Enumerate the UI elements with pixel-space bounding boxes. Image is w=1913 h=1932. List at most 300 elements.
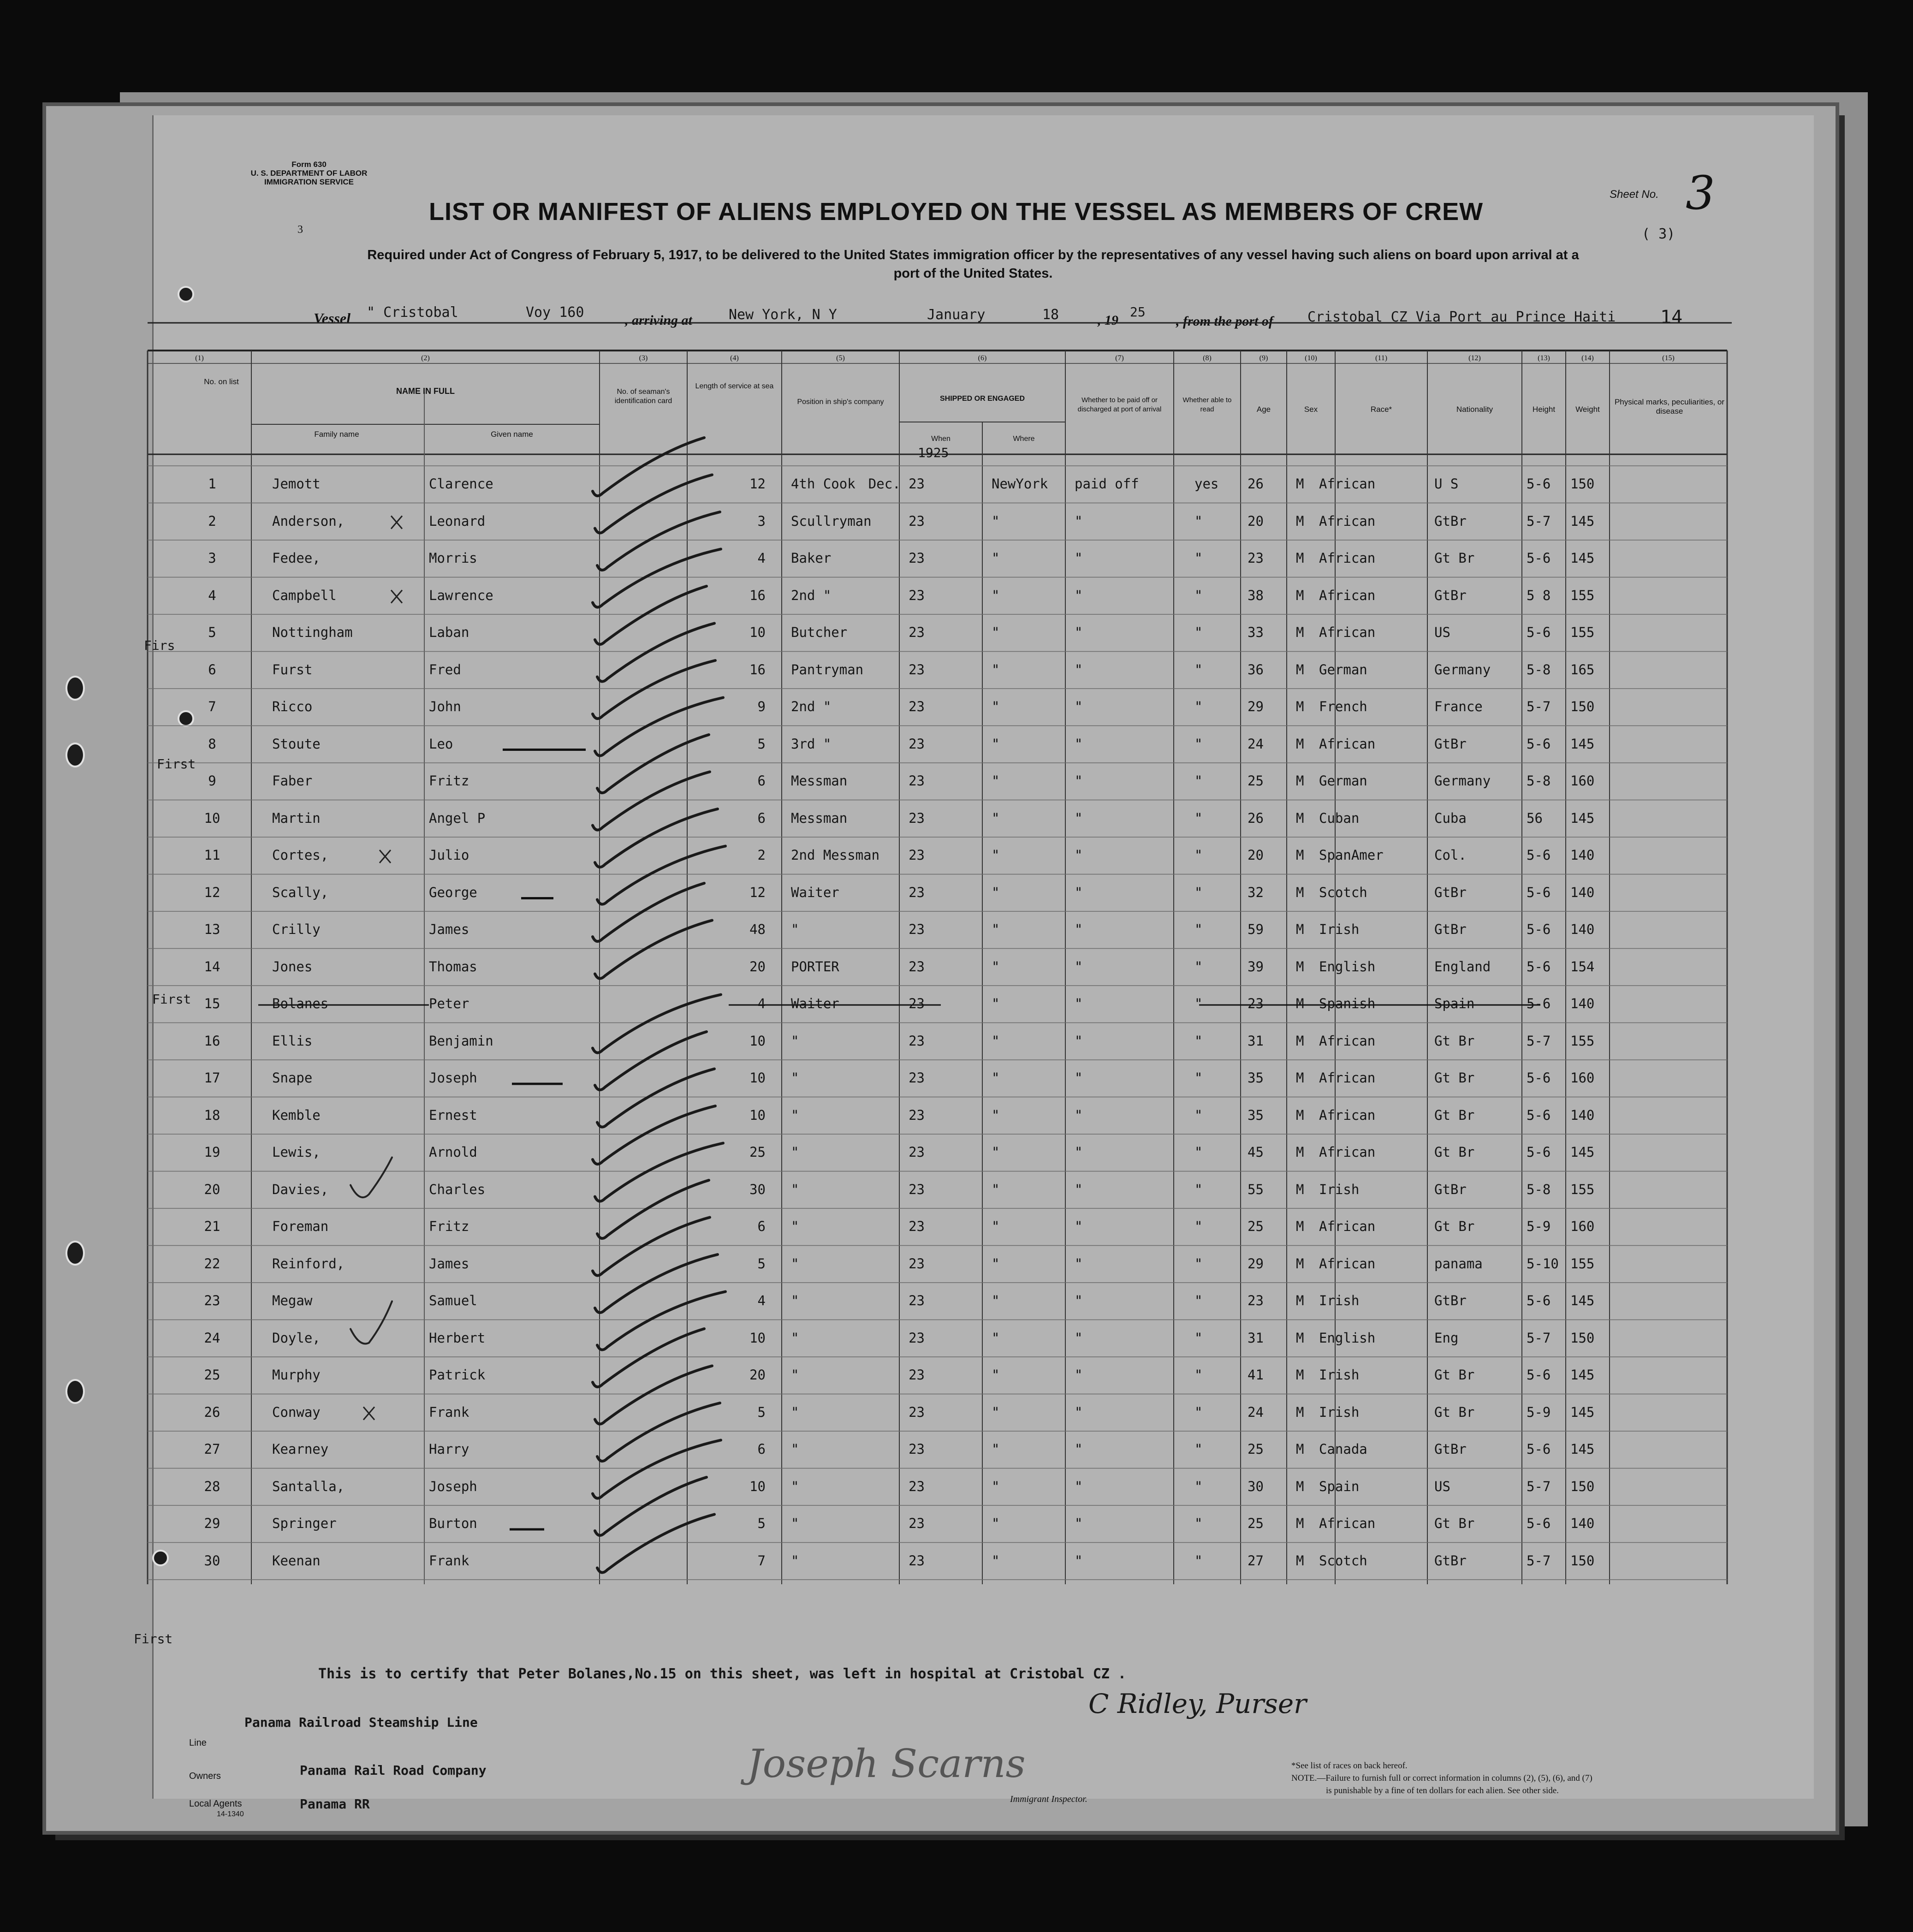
check-mark bbox=[595, 1366, 712, 1424]
col-header-family-name: Family name bbox=[314, 430, 359, 439]
cell-no: 18 bbox=[204, 1107, 220, 1123]
check-mark bbox=[597, 1180, 709, 1238]
cell-race: African bbox=[1319, 550, 1376, 566]
cell-position: Scullryman bbox=[791, 513, 872, 529]
cell-position: Pantryman bbox=[791, 661, 864, 678]
cell-paid: " bbox=[1075, 884, 1083, 900]
cell-length: 5 bbox=[757, 736, 766, 752]
col-header-no: No. on list bbox=[204, 377, 239, 386]
arriving-label: , arriving at bbox=[625, 313, 692, 328]
cell-age: 26 bbox=[1248, 810, 1264, 826]
cell-no: 29 bbox=[204, 1516, 220, 1531]
cell-weight: 155 bbox=[1570, 587, 1595, 603]
cell-family: Cortes, bbox=[272, 847, 329, 863]
cell-when: 23 bbox=[909, 1255, 925, 1272]
cell-family: Snape bbox=[272, 1070, 313, 1086]
cell-length: 20 bbox=[749, 1367, 766, 1383]
cell-given: Charles bbox=[429, 1181, 486, 1197]
cell-nationality: GtBr bbox=[1434, 736, 1467, 752]
cell-family: Jemott bbox=[272, 476, 321, 492]
owners-label: Owners bbox=[189, 1771, 221, 1781]
cell-sex: M bbox=[1296, 958, 1304, 975]
cell-family: Nottingham bbox=[272, 624, 353, 640]
cell-position: " bbox=[791, 1033, 799, 1049]
cell-race: German bbox=[1319, 661, 1367, 678]
cell-sex: M bbox=[1296, 699, 1304, 714]
cell-read: " bbox=[1194, 1367, 1203, 1383]
cell-race: Irish bbox=[1319, 1367, 1360, 1383]
cell-sex: M bbox=[1296, 624, 1304, 640]
cell-height: 5-7 bbox=[1527, 1478, 1551, 1494]
left-number: 3 bbox=[297, 224, 303, 236]
cell-height: 5-6 bbox=[1527, 476, 1551, 492]
cell-position: " bbox=[791, 1144, 799, 1160]
cell-age: 38 bbox=[1248, 587, 1264, 603]
cell-where: " bbox=[992, 587, 1000, 603]
cell-paid: " bbox=[1075, 810, 1083, 826]
cell-position: Waiter bbox=[791, 884, 839, 900]
purser-signature: C Ridley, Purser bbox=[1088, 1688, 1307, 1719]
sheet-number-typed: ( 3) bbox=[1642, 226, 1675, 242]
cell-race: German bbox=[1319, 773, 1367, 789]
cell-when: 23 bbox=[909, 1404, 925, 1420]
cell-race: Scotch bbox=[1319, 1552, 1367, 1569]
cell-length: 6 bbox=[757, 1219, 766, 1234]
cell-length: 6 bbox=[757, 810, 766, 826]
cell-race: Cuban bbox=[1319, 810, 1360, 826]
inspector-signature: Joseph Scarns bbox=[747, 1741, 1026, 1786]
cell-sex: M bbox=[1296, 1255, 1304, 1272]
cell-length: 6 bbox=[757, 773, 766, 789]
cell-age: 35 bbox=[1248, 1107, 1264, 1123]
cell-paid: " bbox=[1075, 1033, 1083, 1049]
cell-length: 30 bbox=[749, 1181, 766, 1197]
cell-given: Ernest bbox=[429, 1107, 477, 1123]
cell-no: 3 bbox=[208, 550, 216, 566]
cell-nationality: France bbox=[1434, 699, 1483, 714]
cell-weight: 140 bbox=[1570, 847, 1595, 863]
cell-when: 23 bbox=[909, 1070, 925, 1086]
cell-given: Arnold bbox=[429, 1144, 477, 1160]
check-mark bbox=[593, 1218, 710, 1276]
cell-no: 19 bbox=[204, 1144, 220, 1160]
check-mark bbox=[597, 512, 720, 570]
cell-given: Burton bbox=[429, 1516, 477, 1531]
cell-when: Dec. 23 bbox=[868, 476, 925, 492]
cell-family: Foreman bbox=[272, 1219, 329, 1234]
cell-when: 23 bbox=[909, 1219, 925, 1234]
cell-read: " bbox=[1194, 1330, 1203, 1346]
cell-sex: M bbox=[1296, 1552, 1304, 1569]
cell-race: Irish bbox=[1319, 1293, 1360, 1308]
check-mark bbox=[597, 1403, 720, 1461]
cell-age: 32 bbox=[1248, 884, 1264, 900]
cell-sex: M bbox=[1296, 996, 1304, 1011]
cell-length: 12 bbox=[749, 476, 766, 492]
cell-when: 23 bbox=[909, 1478, 925, 1494]
cell-weight: 140 bbox=[1570, 1107, 1595, 1123]
cell-height: 5-6 bbox=[1527, 550, 1551, 566]
cell-age: 27 bbox=[1248, 1552, 1264, 1569]
cell-nationality: US bbox=[1434, 624, 1450, 640]
cell-position: PORTER bbox=[791, 958, 839, 975]
cell-height: 5-6 bbox=[1527, 1293, 1551, 1308]
cell-height: 5 8 bbox=[1527, 587, 1551, 603]
cell-where: " bbox=[992, 624, 1000, 640]
cell-given: Herbert bbox=[429, 1330, 486, 1346]
cell-position: " bbox=[791, 1552, 799, 1569]
cell-nationality: Gt Br bbox=[1434, 1404, 1475, 1420]
cell-read: " bbox=[1194, 810, 1203, 826]
cell-sex: M bbox=[1296, 773, 1304, 789]
cell-position: 2nd " bbox=[791, 699, 832, 714]
cell-given: Joseph bbox=[429, 1070, 477, 1086]
cell-family: Reinford, bbox=[272, 1255, 345, 1272]
cell-height: 5-6 bbox=[1527, 736, 1551, 752]
cell-weight: 150 bbox=[1570, 1330, 1595, 1346]
cell-age: 36 bbox=[1248, 661, 1264, 678]
cell-given: Lawrence bbox=[429, 587, 493, 603]
cell-no: 30 bbox=[204, 1552, 220, 1569]
cell-read: " bbox=[1194, 1181, 1203, 1197]
cell-position: 2nd Messman bbox=[791, 847, 880, 863]
cell-height: 5-7 bbox=[1527, 1552, 1551, 1569]
cell-family: Conway bbox=[272, 1404, 321, 1420]
cell-read: " bbox=[1194, 1255, 1203, 1272]
cell-family: Ellis bbox=[272, 1033, 313, 1049]
cell-age: 30 bbox=[1248, 1478, 1264, 1494]
cell-height: 5-7 bbox=[1527, 1330, 1551, 1346]
cell-length: 20 bbox=[749, 958, 766, 975]
cell-where: " bbox=[992, 1033, 1000, 1049]
cell-when: 23 bbox=[909, 773, 925, 789]
cell-when: 23 bbox=[909, 1367, 925, 1383]
cell-family: Martin bbox=[272, 810, 321, 826]
cell-nationality: Gt Br bbox=[1434, 1367, 1475, 1383]
column-number: (4) bbox=[730, 354, 739, 362]
cell-where: " bbox=[992, 1144, 1000, 1160]
cell-read: " bbox=[1194, 1404, 1203, 1420]
check-mark bbox=[597, 1515, 714, 1573]
cell-family: Furst bbox=[272, 661, 313, 678]
cell-family: Kearney bbox=[272, 1441, 329, 1457]
cell-nationality: US bbox=[1434, 1478, 1450, 1494]
cell-position: " bbox=[791, 1181, 799, 1197]
col-header-weight: Weight bbox=[1575, 405, 1600, 414]
cell-family: Faber bbox=[272, 773, 313, 789]
cell-position: " bbox=[791, 1404, 799, 1420]
column-number: (7) bbox=[1115, 354, 1124, 362]
column-number: (8) bbox=[1203, 354, 1212, 362]
column-number: (13) bbox=[1538, 354, 1550, 362]
cell-position: " bbox=[791, 1478, 799, 1494]
cell-length: 16 bbox=[749, 661, 766, 678]
cell-no: 14 bbox=[204, 958, 220, 975]
cell-where: " bbox=[992, 1478, 1000, 1494]
cell-when: 23 bbox=[909, 958, 925, 975]
cell-paid: " bbox=[1075, 921, 1083, 937]
cell-no: 2 bbox=[208, 513, 216, 529]
cell-race: Canada bbox=[1319, 1441, 1367, 1457]
cell-no: 6 bbox=[208, 661, 216, 678]
cell-weight: 150 bbox=[1570, 1552, 1595, 1569]
cell-where: " bbox=[992, 661, 1000, 678]
cell-paid: " bbox=[1075, 1070, 1083, 1086]
cell-paid: " bbox=[1075, 624, 1083, 640]
cell-race: African bbox=[1319, 1144, 1376, 1160]
cell-when: 23 bbox=[909, 550, 925, 566]
arrival-year: 25 bbox=[1130, 304, 1146, 320]
cell-sex: M bbox=[1296, 587, 1304, 603]
arriving-port: New York, N Y bbox=[729, 307, 837, 323]
col-header-paid: Whether to be paid off or discharged at port of arrival bbox=[1077, 396, 1162, 413]
cell-age: 41 bbox=[1248, 1367, 1264, 1383]
cell-race: African bbox=[1319, 513, 1376, 529]
cell-where: " bbox=[992, 1330, 1000, 1346]
cell-when: 23 bbox=[909, 921, 925, 937]
cell-weight: 145 bbox=[1570, 1441, 1595, 1457]
cell-given: Leo bbox=[429, 736, 453, 752]
column-number: (10) bbox=[1305, 354, 1317, 362]
form-code: 14-1340 bbox=[217, 1810, 244, 1818]
margin-note: First bbox=[157, 756, 196, 772]
cell-read: " bbox=[1194, 1033, 1203, 1049]
cell-weight: 140 bbox=[1570, 996, 1595, 1011]
cell-family: Jones bbox=[272, 958, 313, 975]
cell-where: " bbox=[992, 513, 1000, 529]
cell-given: John bbox=[429, 699, 461, 714]
cell-given: Morris bbox=[429, 550, 477, 566]
cell-read: " bbox=[1194, 1552, 1203, 1569]
cell-sex: M bbox=[1296, 1404, 1304, 1420]
cell-paid: " bbox=[1075, 513, 1083, 529]
cell-sex: M bbox=[1296, 1478, 1304, 1494]
cell-given: Fritz bbox=[429, 1219, 469, 1234]
cell-given: Thomas bbox=[429, 958, 477, 975]
cell-no: 22 bbox=[204, 1255, 220, 1272]
cell-weight: 150 bbox=[1570, 699, 1595, 714]
cell-read: " bbox=[1194, 587, 1203, 603]
cell-when: 23 bbox=[909, 736, 925, 752]
cell-when: 23 bbox=[909, 1516, 925, 1531]
cell-when: 23 bbox=[909, 1552, 925, 1569]
cell-weight: 145 bbox=[1570, 1144, 1595, 1160]
col-header-id-card: No. of seaman's identification card bbox=[614, 388, 672, 405]
cell-weight: 145 bbox=[1570, 736, 1595, 752]
cell-nationality: GtBr bbox=[1434, 884, 1467, 900]
cell-family: Ricco bbox=[272, 699, 313, 714]
cell-age: 39 bbox=[1248, 958, 1264, 975]
cell-no: 23 bbox=[204, 1293, 220, 1308]
cell-given: Laban bbox=[429, 624, 469, 640]
cell-weight: 155 bbox=[1570, 1033, 1595, 1049]
voyage: Voy 160 bbox=[526, 304, 584, 321]
cell-read: " bbox=[1194, 1219, 1203, 1234]
cell-given: George bbox=[429, 884, 477, 900]
cell-paid: " bbox=[1075, 1552, 1083, 1569]
margin-note: First bbox=[134, 1631, 173, 1647]
cell-when: 23 bbox=[909, 1144, 925, 1160]
cell-nationality: Gt Br bbox=[1434, 1144, 1475, 1160]
cell-weight: 140 bbox=[1570, 884, 1595, 900]
cell-no: 17 bbox=[204, 1070, 220, 1086]
sheet-label: Sheet No. bbox=[1610, 188, 1659, 201]
cell-where: " bbox=[992, 958, 1000, 975]
cell-family: Scally, bbox=[272, 884, 329, 900]
cell-given: Benjamin bbox=[429, 1033, 493, 1049]
cell-where: " bbox=[992, 699, 1000, 714]
cell-race: African bbox=[1319, 476, 1376, 492]
cell-read: " bbox=[1194, 996, 1203, 1011]
owners-value: Panama Rail Road Company bbox=[300, 1763, 487, 1778]
cell-given: Fritz bbox=[429, 773, 469, 789]
cell-given: Julio bbox=[429, 847, 469, 863]
vessel-label: Vessel bbox=[314, 310, 351, 327]
cell-position: " bbox=[791, 1367, 799, 1383]
cell-length: 10 bbox=[749, 1478, 766, 1494]
cell-race: French bbox=[1319, 699, 1367, 714]
arrival-day: 18 bbox=[1042, 307, 1059, 323]
cell-family: Stoute bbox=[272, 736, 321, 752]
cell-position: Waiter bbox=[791, 996, 839, 1011]
cell-position: " bbox=[791, 1070, 799, 1086]
cell-when: 23 bbox=[909, 513, 925, 529]
cell-family: Crilly bbox=[272, 921, 321, 937]
cell-paid: " bbox=[1075, 1219, 1083, 1234]
cell-paid: " bbox=[1075, 847, 1083, 863]
cell-no: 7 bbox=[208, 699, 216, 714]
cell-height: 5-10 bbox=[1527, 1255, 1559, 1272]
cell-height: 5-6 bbox=[1527, 1107, 1551, 1123]
cell-no: 5 bbox=[208, 624, 216, 640]
cell-length: 4 bbox=[757, 996, 766, 1011]
races-note: *See list of races on back hereof. bbox=[1291, 1761, 1408, 1771]
col-header-position: Position in ship's company bbox=[797, 398, 884, 406]
cell-race: African bbox=[1319, 624, 1376, 640]
column-number: (2) bbox=[421, 354, 430, 362]
cell-nationality: Gt Br bbox=[1434, 1033, 1475, 1049]
year-prefix: , 19 bbox=[1098, 313, 1118, 328]
cell-read: " bbox=[1194, 884, 1203, 900]
arrival-month: January bbox=[927, 307, 986, 323]
column-number: (12) bbox=[1468, 354, 1481, 362]
cell-race: Irish bbox=[1319, 921, 1360, 937]
page-number: 14 bbox=[1660, 307, 1683, 328]
cell-no: 10 bbox=[204, 810, 220, 826]
cell-position: " bbox=[791, 1293, 799, 1308]
line-label: Line bbox=[189, 1738, 207, 1748]
cell-length: 9 bbox=[757, 699, 766, 714]
cell-race: African bbox=[1319, 1219, 1376, 1234]
cell-read: " bbox=[1194, 1293, 1203, 1308]
cell-no: 12 bbox=[204, 884, 220, 900]
cell-weight: 154 bbox=[1570, 958, 1595, 975]
cell-length: 16 bbox=[749, 587, 766, 603]
cell-age: 31 bbox=[1248, 1330, 1264, 1346]
column-number: (5) bbox=[836, 354, 845, 362]
cell-height: 5-9 bbox=[1527, 1404, 1551, 1420]
cell-given: Joseph bbox=[429, 1478, 477, 1494]
cell-length: 10 bbox=[749, 1330, 766, 1346]
cell-weight: 145 bbox=[1570, 810, 1595, 826]
column-number: (3) bbox=[639, 354, 648, 362]
cell-given: Harry bbox=[429, 1441, 469, 1457]
cell-race: African bbox=[1319, 1107, 1376, 1123]
cell-no: 9 bbox=[208, 773, 216, 789]
cell-sex: M bbox=[1296, 1144, 1304, 1160]
cell-nationality: Gt Br bbox=[1434, 550, 1475, 566]
cell-nationality: GtBr bbox=[1434, 921, 1467, 937]
cell-where: " bbox=[992, 1181, 1000, 1197]
cell-no: 1 bbox=[208, 476, 216, 492]
cell-when: 23 bbox=[909, 1330, 925, 1346]
cell-given: Frank bbox=[429, 1552, 469, 1569]
cell-age: 24 bbox=[1248, 736, 1264, 752]
cell-nationality: Gt Br bbox=[1434, 1516, 1475, 1531]
cell-age: 29 bbox=[1248, 1255, 1264, 1272]
cell-height: 5-8 bbox=[1527, 1181, 1551, 1197]
cell-given: Patrick bbox=[429, 1367, 486, 1383]
cell-read: " bbox=[1194, 550, 1203, 566]
check-mark bbox=[593, 1440, 721, 1498]
cell-position: " bbox=[791, 921, 799, 937]
cell-paid: " bbox=[1075, 1144, 1083, 1160]
col-header-physical-marks: Physical marks, peculiarities, or disease bbox=[1614, 398, 1725, 416]
cell-no: 28 bbox=[204, 1478, 220, 1494]
cell-position: " bbox=[791, 1330, 799, 1346]
check-mark bbox=[595, 475, 712, 533]
cell-paid: " bbox=[1075, 1181, 1083, 1197]
cell-nationality: GtBr bbox=[1434, 513, 1467, 529]
cell-length: 2 bbox=[757, 847, 766, 863]
cell-nationality: Germany bbox=[1434, 661, 1491, 678]
cell-weight: 165 bbox=[1570, 661, 1595, 678]
cell-where: " bbox=[992, 1516, 1000, 1531]
cell-family: Fedee, bbox=[272, 550, 321, 566]
cell-race: African bbox=[1319, 1516, 1376, 1531]
cell-read: " bbox=[1194, 1516, 1203, 1531]
cell-where: " bbox=[992, 1552, 1000, 1569]
cell-height: 5-7 bbox=[1527, 513, 1551, 529]
check-mark bbox=[597, 624, 714, 682]
cell-where: " bbox=[992, 921, 1000, 937]
check-mark bbox=[595, 1477, 707, 1535]
cell-paid: " bbox=[1075, 587, 1083, 603]
cell-read: " bbox=[1194, 1107, 1203, 1123]
cell-sex: M bbox=[1296, 1330, 1304, 1346]
cell-length: 4 bbox=[757, 1293, 766, 1308]
cell-sex: M bbox=[1296, 550, 1304, 566]
cell-age: 20 bbox=[1248, 847, 1264, 863]
cell-no: 13 bbox=[204, 921, 220, 937]
cell-when: 23 bbox=[909, 1033, 925, 1049]
cell-nationality: Gt Br bbox=[1434, 1070, 1475, 1086]
cell-paid: " bbox=[1075, 1441, 1083, 1457]
cell-nationality: Col. bbox=[1434, 847, 1467, 863]
column-number: (14) bbox=[1581, 354, 1594, 362]
cell-height: 5-6 bbox=[1527, 624, 1551, 640]
cell-read: " bbox=[1194, 699, 1203, 714]
col-header-name: NAME IN FULL bbox=[396, 386, 455, 396]
cell-where: " bbox=[992, 773, 1000, 789]
cell-weight: 140 bbox=[1570, 1516, 1595, 1531]
cell-read: " bbox=[1194, 1144, 1203, 1160]
cell-length: 48 bbox=[749, 921, 766, 937]
form-number: Form 630 bbox=[291, 160, 327, 169]
cell-when: 23 bbox=[909, 884, 925, 900]
cell-weight: 155 bbox=[1570, 624, 1595, 640]
cell-read: " bbox=[1194, 736, 1203, 752]
